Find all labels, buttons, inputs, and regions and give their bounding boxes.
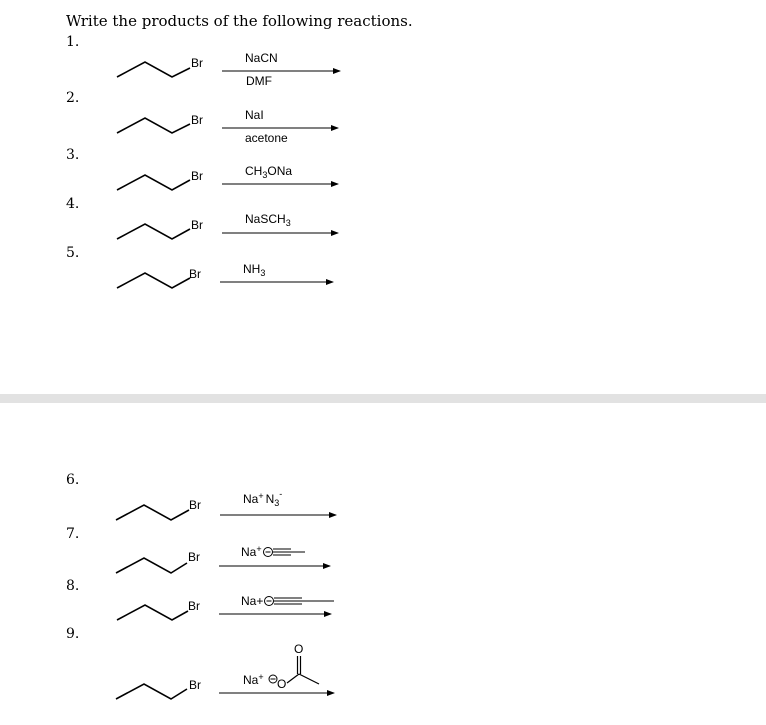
reagent-above xyxy=(243,489,282,508)
bromopropane-skeleton xyxy=(117,273,190,288)
bromopropane-skeleton xyxy=(116,684,187,699)
reaction-number-1: 1. xyxy=(66,34,80,50)
reaction-1 xyxy=(117,51,340,88)
bromine-label: Br xyxy=(191,169,203,183)
bromine-label: Br xyxy=(191,113,203,127)
reagent-below: acetone xyxy=(245,131,288,145)
reagent-superscript: + xyxy=(258,672,264,682)
reagent-subscript: 3 xyxy=(285,218,291,228)
reagent-part: NH xyxy=(243,262,261,276)
reagent-part: Na+ xyxy=(241,594,264,608)
reaction-number-7: 7. xyxy=(66,526,80,542)
reaction-number-9: 9. xyxy=(66,626,80,642)
bromine-label: Br xyxy=(191,56,203,70)
reagent-superscript: - xyxy=(279,489,283,499)
reagent-part: Na xyxy=(243,673,259,687)
reaction-9 xyxy=(116,642,334,699)
reagent-above: NaI xyxy=(245,108,264,122)
reaction-number-2: 2. xyxy=(66,90,80,106)
reagent-above xyxy=(243,672,264,687)
reagent-subscript: 3 xyxy=(260,268,266,278)
bromine-label: Br xyxy=(189,678,201,692)
minus-charge-icon xyxy=(265,597,274,606)
reagent-subscript: 3 xyxy=(274,498,280,508)
bromine-label: Br xyxy=(191,218,203,232)
bromine-label: Br xyxy=(188,550,200,564)
reaction-3 xyxy=(117,164,338,190)
acetate-skeleton xyxy=(287,656,319,684)
acetate-oxygen-label: O xyxy=(277,677,287,691)
reagent-part: Na xyxy=(241,545,257,559)
reaction-8 xyxy=(117,594,334,620)
triple-bond-icon xyxy=(273,549,291,555)
reagent-above xyxy=(241,544,262,559)
reagent-part: N xyxy=(265,492,275,506)
reagent-below: DMF xyxy=(246,74,272,88)
bromine-label: Br xyxy=(189,267,201,281)
bromine-label: Br xyxy=(189,498,201,512)
bromopropane-skeleton xyxy=(116,505,189,520)
reagent-part: Na xyxy=(243,492,259,506)
reagent-part: NaSCH xyxy=(245,212,286,226)
bromopropane-skeleton xyxy=(117,605,188,620)
reagent-subscript: 3 xyxy=(262,170,268,180)
minus-charge-icon xyxy=(264,548,273,557)
reagent-part: ONa xyxy=(267,164,293,178)
reaction-number-5: 5. xyxy=(66,245,80,261)
reaction-5 xyxy=(117,262,333,288)
reaction-number-3: 3. xyxy=(66,147,80,163)
triple-bond-icon xyxy=(274,598,302,604)
reaction-7 xyxy=(116,544,330,573)
bromine-label: Br xyxy=(188,599,200,613)
bromopropane-skeleton xyxy=(117,62,190,77)
reaction-6 xyxy=(116,489,336,520)
reaction-2 xyxy=(117,108,338,145)
reagent-part: CH xyxy=(245,164,263,178)
carbonyl-oxygen-label: O xyxy=(294,642,304,656)
reagent-above: NaCN xyxy=(245,51,278,65)
bromopropane-skeleton xyxy=(117,118,190,133)
reagent-above xyxy=(243,262,265,278)
reagent-superscript: + xyxy=(258,491,264,501)
minus-charge-icon xyxy=(269,675,277,683)
page-title: Write the products of the following reactions. xyxy=(66,12,413,30)
reaction-number-6: 6. xyxy=(66,472,80,488)
bromopropane-skeleton xyxy=(116,558,187,573)
reaction-number-4: 4. xyxy=(66,196,80,212)
reaction-number-8: 8. xyxy=(66,578,80,594)
bromopropane-skeleton xyxy=(117,175,190,190)
bromopropane-skeleton xyxy=(117,224,190,239)
reagent-superscript: + xyxy=(256,544,262,554)
reagent-above xyxy=(245,212,291,228)
reagent-above xyxy=(245,164,292,180)
reaction-4 xyxy=(117,212,338,239)
reagent-above xyxy=(241,594,263,608)
